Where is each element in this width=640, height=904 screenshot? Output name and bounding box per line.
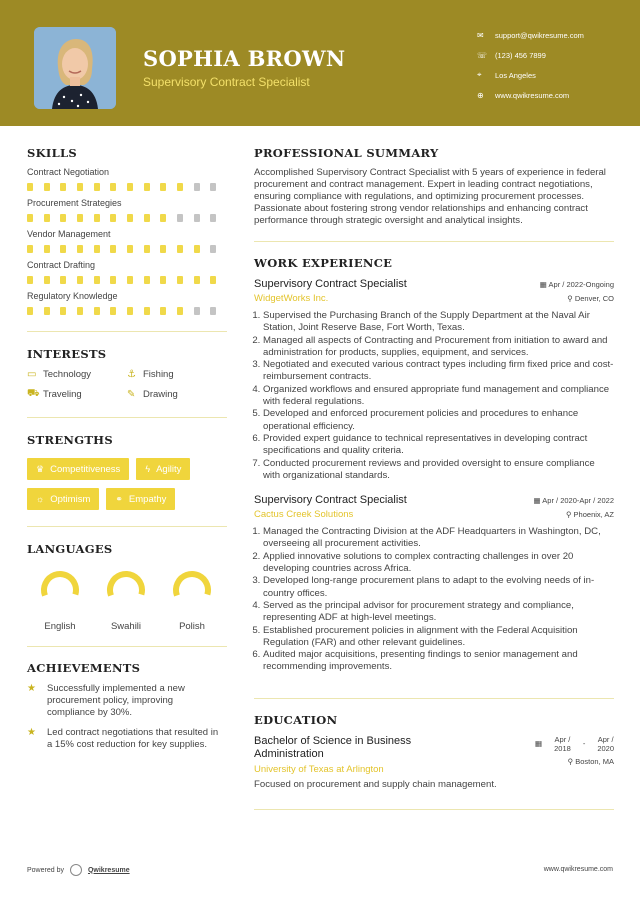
skill-item (27, 229, 227, 253)
job-bullet: 4. Organized workflows and ensured appropriate fund management and compliance with federal regulations. (263, 384, 614, 409)
rating-dot-empty (177, 214, 183, 222)
skill-name: Procurement Strategies (27, 198, 122, 208)
rating-dot-filled (77, 245, 83, 253)
rating-dot-filled (210, 276, 216, 284)
traveling-icon: ⛟ (27, 388, 40, 399)
achievements-title: ACHIEVEMENTS (27, 661, 141, 675)
technology-icon: ▭ (27, 369, 37, 380)
rating-dot-filled (127, 183, 133, 191)
language-level-arc (105, 569, 146, 610)
language-level-ring (170, 568, 214, 612)
globe-icon: ⊕ (477, 90, 484, 100)
education-title: EDUCATION (254, 712, 338, 727)
rating-dot-filled (110, 307, 116, 315)
rating-dot-filled (127, 276, 133, 284)
job-bullets (254, 526, 614, 674)
rating-dot-filled (144, 276, 150, 284)
rating-dot-filled (27, 307, 33, 315)
job-bullet: 6. Audited major acquisitions, presenting findings to senior management and recommending improvements. (263, 649, 614, 674)
education-dates: ▦ Apr / 2018 - Apr / 2020 (535, 734, 614, 753)
experience-title: WORK EXPERIENCE (254, 256, 393, 270)
profile-photo (34, 27, 116, 109)
school-name: University of Texas at Arlington (254, 763, 384, 775)
rating-dot-filled (27, 183, 33, 191)
degree: Bachelor of Science in Business Administration (254, 734, 412, 760)
strength-chip: ☼ Optimism (27, 488, 99, 510)
candidate-role: Supervisory Contract Specialist (143, 75, 310, 89)
rating-dot-filled (160, 183, 166, 191)
job-location: ⚲ Phoenix, AZ (565, 510, 614, 520)
rating-dot-filled (44, 245, 50, 253)
interests-list (27, 369, 227, 401)
section-divider (27, 526, 227, 527)
rating-dot-filled (110, 276, 116, 284)
language-item (93, 568, 159, 632)
rating-dot-filled (177, 245, 183, 253)
calendar-icon: ▦ (533, 496, 543, 506)
skill-name: Vendor Management (27, 229, 111, 239)
rating-dot-filled (127, 307, 133, 315)
rating-dot-filled (44, 276, 50, 284)
job-bullet: 3. Developed long-range procurement plans to adapt to the evolving needs of in-country offices. (263, 575, 614, 600)
language-name: Polish (179, 621, 205, 632)
rating-dot-filled (44, 307, 50, 315)
rating-dot-filled (177, 307, 183, 315)
skill-name: Contract Drafting (27, 260, 96, 270)
skills-title: SKILLS (27, 146, 77, 160)
language-name: Swahili (110, 621, 142, 632)
interest-item: ⛟ Traveling (27, 388, 82, 400)
brand-link[interactable]: Qwikresume (87, 866, 130, 874)
job-location: ⚲ Denver, CO (567, 294, 614, 303)
contact-phone[interactable]: ☏ (123) 456 7899 (477, 50, 546, 60)
rating-dot-filled (77, 214, 83, 222)
rating-dot-filled (110, 183, 116, 191)
drawing-icon: ✎ (127, 389, 136, 400)
summary-text: Accomplished Supervisory Contract Specialist with 5 years of experience in federal procurement and contract management. Expert in leading contract negotiations, ensuring compliance with regulations, and optimizing procurement processes. Passionate about fostering strong vendor relationships and enhancing contract performance through strategic oversight and analytical insights. (254, 167, 606, 226)
job-bullet: 5. Developed and enforced procurement policies and procedures to enhance operational efficiency. (263, 408, 614, 433)
rating-dot-empty (210, 214, 216, 222)
job-bullet: 1. Managed the Contracting Division at the ADF Headquarters in Washington, DC, overseeing all procurement activities. (263, 526, 614, 551)
rating-dot-filled (94, 245, 100, 253)
job-bullets (254, 310, 614, 482)
rating-dot-filled (60, 183, 66, 191)
star-icon: ★ (27, 683, 36, 694)
job-dates: ▦ Apr / 2020-Apr / 2022 (533, 496, 614, 506)
contact-location: ⌖ Los Angeles (477, 70, 536, 80)
rating-dot-filled (94, 214, 100, 222)
education-entry (254, 735, 614, 775)
achievements-list (27, 683, 227, 751)
language-level-ring (104, 568, 148, 612)
rating-dot-empty (210, 245, 216, 253)
strength-chip: ⚭ Empathy (106, 488, 175, 510)
skills-list (27, 167, 227, 315)
location-icon: ⚲ (567, 294, 575, 303)
rating-dot-filled (60, 245, 66, 253)
skill-rating (27, 183, 227, 191)
skill-name: Regulatory Knowledge (27, 291, 118, 301)
language-level-arc (39, 569, 80, 610)
rating-dot-filled (27, 276, 33, 284)
rating-dot-filled (194, 276, 200, 284)
job-bullet: 4. Served as the principal advisor for procurement strategy and compliance, representing ADF at high-level meetings. (263, 600, 614, 625)
rating-dot-filled (177, 183, 183, 191)
company-name: Cactus Creek Solutions (254, 509, 354, 521)
job-bullet: 3. Negotiated and executed various contract types including firm fixed price and cost-reimbursement contracts. (263, 359, 614, 384)
job-bullet: 5. Established procurement policies in alignment with the Federal Acquisition Regulation (FAR) and other relevant guidelines. (263, 625, 614, 650)
rating-dot-filled (144, 307, 150, 315)
rating-dot-filled (144, 214, 150, 222)
trophy-icon: ♛ (36, 463, 45, 474)
language-item (27, 568, 93, 632)
job-entry (254, 494, 614, 674)
skill-rating (27, 245, 227, 253)
resume-header (0, 0, 640, 126)
star-icon: ★ (27, 727, 36, 738)
location-icon: ⌖ (477, 70, 482, 79)
rating-dot-filled (160, 214, 166, 222)
skill-item (27, 198, 227, 222)
strengths-list (27, 458, 227, 510)
fishing-icon: ⚓ (127, 369, 136, 380)
rating-dot-empty (194, 214, 200, 222)
rating-dot-empty (194, 183, 200, 191)
location-icon: ⚲ (565, 510, 574, 520)
job-bullet: 2. Managed all aspects of Contracting and Procurement from initiation to award and administration for products, supplies, equipment, and services. (263, 335, 614, 360)
section-divider (254, 809, 614, 810)
skill-item (27, 167, 227, 191)
languages-title: LANGUAGES (27, 542, 113, 556)
rating-dot-filled (60, 307, 66, 315)
interest-item: ⚓ Fishing (127, 369, 174, 380)
rating-dot-filled (127, 245, 133, 253)
rating-dot-filled (160, 276, 166, 284)
company-name: WidgetWorks Inc. (254, 293, 329, 304)
rating-dot-filled (77, 276, 83, 284)
rating-dot-filled (44, 183, 50, 191)
rating-dot-empty (210, 183, 216, 191)
contact-list (477, 25, 584, 105)
rating-dot-filled (60, 214, 66, 222)
rating-dot-filled (27, 214, 33, 222)
mail-icon: ✉ (477, 30, 484, 40)
job-bullet: 6. Provided expert guidance to technical representatives in developing contract specifications and quality criteria. (263, 433, 614, 458)
rating-dot-filled (94, 307, 100, 315)
job-title: Supervisory Contract Specialist (254, 494, 407, 507)
strength-chip: ♛ Competitiveness (27, 458, 129, 480)
education-focus: Focused on procurement and supply chain management. (254, 778, 497, 790)
sun-icon: ☼ (36, 494, 45, 504)
job-entry (254, 278, 614, 482)
section-divider (254, 241, 614, 242)
rating-dot-filled (77, 307, 83, 315)
section-divider (254, 698, 614, 699)
skill-rating (27, 276, 227, 284)
bolt-icon: ϟ (145, 464, 151, 474)
interests-title: INTERESTS (27, 347, 107, 361)
job-bullet: 7. Conducted procurement reviews and provided oversight to ensure compliance with organizational standards. (263, 458, 614, 483)
languages-list (27, 568, 227, 632)
candidate-name: SOPHIA BROWN (143, 46, 346, 71)
job-dates: ▦ Apr / 2022-Ongoing (539, 280, 614, 289)
rating-dot-empty (210, 307, 216, 315)
job-bullet: 1. Supervised the Purchasing Branch of the Supply Department at the Naval Air Station, Joint Reserve Base, Fort Worth, Texas. (263, 310, 614, 335)
summary-title: PROFESSIONAL SUMMARY (254, 146, 439, 160)
contact-email[interactable]: ✉ support@qwikresume.com (477, 30, 584, 40)
skill-rating (27, 214, 227, 222)
calendar-icon: ▦ (539, 280, 549, 289)
rating-dot-filled (94, 183, 100, 191)
interest-item: ▭ Technology (27, 369, 92, 380)
skill-item (27, 260, 227, 284)
powered-by: Powered by Qwikresume (27, 864, 130, 876)
interest-item: ✎ Drawing (127, 389, 178, 400)
rating-dot-filled (144, 183, 150, 191)
achievement-item: ★ Successfully implemented a new procurement policy, improving compliance by 30%. (27, 683, 185, 718)
left-column (27, 146, 227, 751)
rating-dot-filled (160, 307, 166, 315)
contact-website[interactable]: ⊕ www.qwikresume.com (477, 90, 570, 100)
job-bullet: 2. Applied innovative solutions to complex contracting challenges in over 20 developing countries across Africa. (263, 551, 614, 576)
language-level-ring (38, 568, 82, 612)
rating-dot-filled (44, 214, 50, 222)
qwikresume-logo-icon (70, 864, 82, 876)
rating-dot-filled (110, 245, 116, 253)
rating-dot-filled (94, 276, 100, 284)
section-divider (27, 417, 227, 418)
section-divider (27, 646, 227, 647)
skill-rating (27, 307, 227, 315)
language-item (159, 568, 225, 632)
rating-dot-filled (177, 276, 183, 284)
skill-item (27, 291, 227, 315)
footer-website[interactable]: www.qwikresume.com (543, 866, 613, 873)
rating-dot-empty (194, 307, 200, 315)
rating-dot-filled (27, 245, 33, 253)
rating-dot-filled (77, 183, 83, 191)
section-divider (27, 331, 227, 332)
language-level-arc (171, 569, 212, 610)
education-location: ⚲ Boston, MA (567, 756, 614, 766)
strength-chip: ϟ Agility (136, 458, 190, 480)
phone-icon: ☏ (477, 50, 488, 60)
rating-dot-filled (60, 276, 66, 284)
calendar-icon: ▦ (535, 739, 543, 749)
rating-dot-filled (144, 245, 150, 253)
language-name: English (44, 621, 76, 632)
right-column (254, 146, 614, 810)
rating-dot-filled (194, 245, 200, 253)
achievement-item: ★ Led contract negotiations that resulted in a 15% cost reduction for key supplies. (27, 727, 219, 750)
job-title: Supervisory Contract Specialist (254, 278, 407, 290)
handshake-icon: ⚭ (115, 493, 123, 504)
strengths-title: STRENGTHS (27, 433, 113, 447)
rating-dot-filled (160, 245, 166, 253)
rating-dot-filled (127, 214, 133, 222)
skill-name: Contract Negotiation (27, 167, 110, 177)
rating-dot-filled (110, 214, 116, 222)
location-icon: ⚲ (567, 756, 576, 766)
